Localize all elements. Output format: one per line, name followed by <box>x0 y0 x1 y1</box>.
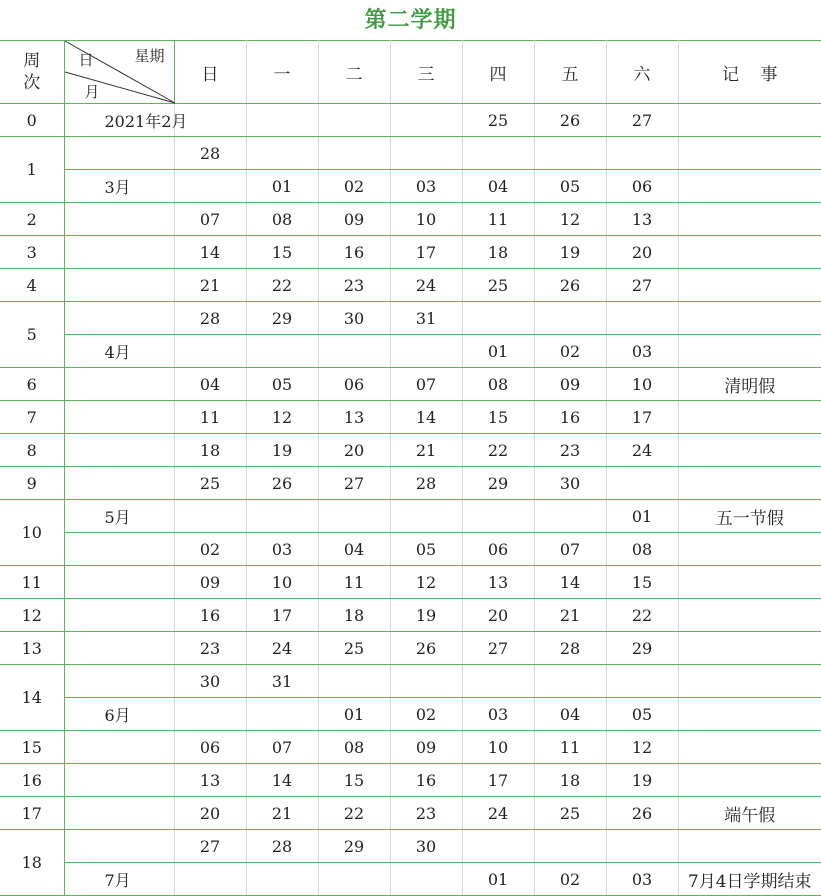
day-cell: 15 <box>462 401 534 434</box>
note-cell: 五一节假 <box>678 500 821 533</box>
month-label <box>64 533 174 566</box>
day-cell <box>606 665 678 698</box>
note-cell <box>678 104 821 137</box>
note-cell <box>678 533 821 566</box>
calendar-row <box>0 335 821 368</box>
day-cell: 28 <box>246 830 318 863</box>
calendar-row <box>0 236 821 269</box>
day-cell: 02 <box>534 335 606 368</box>
week-header-line2: 次 <box>23 73 41 93</box>
day-cell <box>318 335 390 368</box>
week-number: 10 <box>0 500 64 566</box>
day-cell: 26 <box>534 269 606 302</box>
corner-weekday-label: 星期 <box>134 47 165 65</box>
day-cell: 01 <box>246 170 318 203</box>
day-cell <box>318 500 390 533</box>
day-cell: 04 <box>534 698 606 731</box>
week-number: 5 <box>0 302 64 368</box>
calendar-row <box>0 467 821 500</box>
day-cell: 02 <box>390 698 462 731</box>
day-cell: 05 <box>390 533 462 566</box>
week-number: 0 <box>0 104 64 137</box>
day-cell: 19 <box>534 236 606 269</box>
day-cell: 17 <box>462 764 534 797</box>
day-cell: 22 <box>318 797 390 830</box>
day-cell: 02 <box>174 533 246 566</box>
day-cell: 07 <box>246 731 318 764</box>
note-cell <box>678 830 821 863</box>
week-number: 18 <box>0 830 64 896</box>
day-cell: 27 <box>318 467 390 500</box>
month-label <box>64 236 174 269</box>
day-cell: 09 <box>390 731 462 764</box>
day-cell: 28 <box>174 137 246 170</box>
day-cell: 09 <box>318 203 390 236</box>
week-number: 11 <box>0 566 64 599</box>
note-cell <box>678 269 821 302</box>
diagonal-header-cell <box>64 41 174 104</box>
calendar-row <box>0 632 821 665</box>
calendar-row <box>0 665 821 698</box>
day-cell: 06 <box>462 533 534 566</box>
page-title: 第二学期 <box>364 7 457 33</box>
day-cell: 18 <box>534 764 606 797</box>
day-cell: 16 <box>174 599 246 632</box>
calendar-row <box>0 104 821 137</box>
month-label: 6月 <box>64 698 174 731</box>
calendar-row <box>0 269 821 302</box>
day-cell: 07 <box>534 533 606 566</box>
day-cell: 14 <box>534 566 606 599</box>
day-cell: 24 <box>462 797 534 830</box>
week-number: 12 <box>0 599 64 632</box>
day-cell: 04 <box>318 533 390 566</box>
day-cell <box>534 137 606 170</box>
month-label <box>64 731 174 764</box>
day-cell <box>534 302 606 335</box>
month-label <box>64 599 174 632</box>
day-cell: 28 <box>390 467 462 500</box>
day-header-fri: 五 <box>534 41 606 104</box>
note-cell <box>678 665 821 698</box>
note-cell <box>678 566 821 599</box>
note-cell <box>678 698 821 731</box>
header-row <box>0 41 821 104</box>
day-cell <box>390 335 462 368</box>
day-cell <box>246 335 318 368</box>
day-header-wed: 三 <box>390 41 462 104</box>
note-cell <box>678 302 821 335</box>
calendar-row <box>0 533 821 566</box>
day-cell <box>462 500 534 533</box>
day-cell: 19 <box>246 434 318 467</box>
month-label <box>64 137 174 170</box>
day-cell <box>246 863 318 896</box>
note-cell <box>678 335 821 368</box>
day-cell: 27 <box>462 632 534 665</box>
week-number: 1 <box>0 137 64 203</box>
day-cell: 12 <box>246 401 318 434</box>
day-cell: 07 <box>174 203 246 236</box>
day-cell: 13 <box>606 203 678 236</box>
day-cell: 10 <box>246 566 318 599</box>
day-header-mon: 一 <box>246 41 318 104</box>
day-cell <box>534 500 606 533</box>
day-cell: 05 <box>246 368 318 401</box>
day-cell: 11 <box>462 203 534 236</box>
day-cell: 17 <box>606 401 678 434</box>
day-cell <box>390 137 462 170</box>
day-cell <box>390 104 462 137</box>
week-header <box>0 41 64 104</box>
day-cell <box>174 170 246 203</box>
calendar-row <box>0 599 821 632</box>
calendar-row <box>0 731 821 764</box>
note-cell <box>678 434 821 467</box>
note-cell <box>678 203 821 236</box>
day-cell: 08 <box>318 731 390 764</box>
day-cell: 23 <box>174 632 246 665</box>
day-header-tue: 二 <box>318 41 390 104</box>
day-cell: 10 <box>390 203 462 236</box>
day-cell: 30 <box>174 665 246 698</box>
note-cell: 7月4日学期结束 <box>678 863 821 896</box>
day-cell: 03 <box>390 170 462 203</box>
month-label <box>64 401 174 434</box>
calendar-row <box>0 170 821 203</box>
day-cell: 24 <box>606 434 678 467</box>
day-cell: 23 <box>390 797 462 830</box>
day-cell <box>174 335 246 368</box>
day-cell: 29 <box>606 632 678 665</box>
day-cell: 11 <box>174 401 246 434</box>
week-number: 7 <box>0 401 64 434</box>
day-cell: 27 <box>606 269 678 302</box>
day-cell: 09 <box>534 368 606 401</box>
day-cell: 03 <box>606 863 678 896</box>
month-label <box>64 434 174 467</box>
day-cell: 24 <box>390 269 462 302</box>
day-cell: 10 <box>606 368 678 401</box>
calendar-row <box>0 698 821 731</box>
day-cell: 06 <box>174 731 246 764</box>
day-cell: 06 <box>606 170 678 203</box>
day-header-thu: 四 <box>462 41 534 104</box>
note-cell <box>678 401 821 434</box>
week-number: 6 <box>0 368 64 401</box>
day-cell: 18 <box>318 599 390 632</box>
day-header-sun: 日 <box>174 41 246 104</box>
day-cell <box>318 104 390 137</box>
week-number: 14 <box>0 665 64 731</box>
day-cell: 18 <box>174 434 246 467</box>
day-cell: 14 <box>174 236 246 269</box>
day-cell: 23 <box>318 269 390 302</box>
day-cell: 28 <box>534 632 606 665</box>
day-cell <box>246 137 318 170</box>
calendar-row <box>0 764 821 797</box>
day-cell: 26 <box>390 632 462 665</box>
day-cell: 31 <box>390 302 462 335</box>
day-cell: 26 <box>534 104 606 137</box>
day-cell: 07 <box>390 368 462 401</box>
day-cell: 01 <box>462 863 534 896</box>
day-cell: 01 <box>606 500 678 533</box>
day-cell: 29 <box>462 467 534 500</box>
note-cell <box>678 137 821 170</box>
month-label <box>64 632 174 665</box>
day-cell: 15 <box>246 236 318 269</box>
note-cell <box>678 731 821 764</box>
day-cell <box>606 467 678 500</box>
week-number: 9 <box>0 467 64 500</box>
calendar-row <box>0 302 821 335</box>
day-cell <box>606 302 678 335</box>
calendar-row <box>0 401 821 434</box>
day-cell: 03 <box>246 533 318 566</box>
day-cell: 31 <box>246 665 318 698</box>
week-number: 15 <box>0 731 64 764</box>
day-cell: 27 <box>606 104 678 137</box>
day-cell <box>318 665 390 698</box>
calendar-row <box>0 797 821 830</box>
week-number: 2 <box>0 203 64 236</box>
day-cell: 23 <box>534 434 606 467</box>
note-cell <box>678 632 821 665</box>
day-cell <box>246 698 318 731</box>
day-cell: 29 <box>318 830 390 863</box>
day-cell <box>534 830 606 863</box>
day-cell: 29 <box>246 302 318 335</box>
month-label: 7月 <box>64 863 174 896</box>
calendar-row <box>0 203 821 236</box>
month-label <box>64 764 174 797</box>
note-cell <box>678 170 821 203</box>
day-cell: 25 <box>174 467 246 500</box>
day-cell: 25 <box>318 632 390 665</box>
day-cell: 21 <box>534 599 606 632</box>
week-number: 4 <box>0 269 64 302</box>
calendar-row <box>0 566 821 599</box>
day-cell: 26 <box>606 797 678 830</box>
day-cell: 03 <box>606 335 678 368</box>
day-cell <box>534 665 606 698</box>
week-number: 13 <box>0 632 64 665</box>
day-cell: 16 <box>534 401 606 434</box>
month-label <box>64 368 174 401</box>
day-cell: 03 <box>462 698 534 731</box>
day-cell: 21 <box>246 797 318 830</box>
note-cell <box>678 236 821 269</box>
month-label: 4月 <box>64 335 174 368</box>
note-cell <box>678 764 821 797</box>
day-cell: 21 <box>174 269 246 302</box>
day-cell: 11 <box>318 566 390 599</box>
day-cell: 17 <box>390 236 462 269</box>
notes-header: 记 事 <box>678 41 821 104</box>
day-cell: 18 <box>462 236 534 269</box>
note-cell <box>678 467 821 500</box>
day-cell: 10 <box>462 731 534 764</box>
day-cell: 30 <box>318 302 390 335</box>
month-label <box>64 566 174 599</box>
day-cell: 14 <box>246 764 318 797</box>
day-cell: 04 <box>462 170 534 203</box>
day-cell: 13 <box>174 764 246 797</box>
day-cell: 20 <box>318 434 390 467</box>
day-cell: 12 <box>606 731 678 764</box>
calendar-row <box>0 434 821 467</box>
day-cell: 25 <box>534 797 606 830</box>
day-cell: 01 <box>318 698 390 731</box>
corner-day-label: 日 <box>78 51 94 69</box>
month-label: 2021年2月 <box>64 104 174 137</box>
day-cell <box>462 302 534 335</box>
day-cell: 12 <box>534 203 606 236</box>
day-cell: 25 <box>462 104 534 137</box>
day-cell: 30 <box>534 467 606 500</box>
day-cell: 16 <box>318 236 390 269</box>
month-label: 5月 <box>64 500 174 533</box>
day-cell: 20 <box>606 236 678 269</box>
day-cell: 02 <box>534 863 606 896</box>
day-cell <box>390 500 462 533</box>
week-number: 8 <box>0 434 64 467</box>
day-cell: 13 <box>318 401 390 434</box>
day-cell: 13 <box>462 566 534 599</box>
day-cell: 15 <box>606 566 678 599</box>
note-cell: 清明假 <box>678 368 821 401</box>
day-cell: 14 <box>390 401 462 434</box>
day-cell: 15 <box>318 764 390 797</box>
day-cell: 20 <box>462 599 534 632</box>
day-cell <box>318 137 390 170</box>
month-label <box>64 302 174 335</box>
day-cell: 11 <box>534 731 606 764</box>
day-cell: 08 <box>246 203 318 236</box>
day-cell <box>390 665 462 698</box>
day-cell <box>462 665 534 698</box>
day-cell: 20 <box>174 797 246 830</box>
day-cell <box>390 863 462 896</box>
day-cell: 28 <box>174 302 246 335</box>
month-label: 3月 <box>64 170 174 203</box>
day-cell: 01 <box>462 335 534 368</box>
calendar-row <box>0 863 821 896</box>
semester-calendar-table <box>0 40 821 896</box>
day-cell: 19 <box>606 764 678 797</box>
day-cell: 09 <box>174 566 246 599</box>
day-cell: 25 <box>462 269 534 302</box>
month-label <box>64 269 174 302</box>
day-cell: 26 <box>246 467 318 500</box>
day-cell <box>606 137 678 170</box>
day-cell <box>246 500 318 533</box>
day-header-sat: 六 <box>606 41 678 104</box>
note-cell <box>678 599 821 632</box>
month-label <box>64 830 174 863</box>
day-cell: 05 <box>534 170 606 203</box>
day-cell: 06 <box>318 368 390 401</box>
calendar-row <box>0 368 821 401</box>
day-cell: 12 <box>390 566 462 599</box>
calendar-row <box>0 500 821 533</box>
day-cell <box>318 863 390 896</box>
day-cell <box>606 830 678 863</box>
calendar-row <box>0 830 821 863</box>
note-cell: 端午假 <box>678 797 821 830</box>
week-number: 16 <box>0 764 64 797</box>
day-cell: 05 <box>606 698 678 731</box>
calendar-row <box>0 137 821 170</box>
day-cell <box>462 137 534 170</box>
day-cell: 08 <box>606 533 678 566</box>
month-label <box>64 203 174 236</box>
day-cell: 30 <box>390 830 462 863</box>
day-cell: 02 <box>318 170 390 203</box>
day-cell: 16 <box>390 764 462 797</box>
corner-month-label: 月 <box>84 83 100 101</box>
day-cell <box>174 698 246 731</box>
week-number: 3 <box>0 236 64 269</box>
month-label <box>64 467 174 500</box>
day-cell: 19 <box>390 599 462 632</box>
day-cell: 21 <box>390 434 462 467</box>
day-cell: 22 <box>462 434 534 467</box>
day-cell: 27 <box>174 830 246 863</box>
day-cell: 22 <box>246 269 318 302</box>
day-cell: 22 <box>606 599 678 632</box>
day-cell <box>174 500 246 533</box>
day-cell <box>174 863 246 896</box>
week-number: 17 <box>0 797 64 830</box>
day-cell <box>246 104 318 137</box>
month-label <box>64 797 174 830</box>
day-cell: 08 <box>462 368 534 401</box>
week-header-line1: 周 <box>23 51 41 71</box>
day-cell: 04 <box>174 368 246 401</box>
month-label <box>64 665 174 698</box>
day-cell <box>462 830 534 863</box>
day-cell: 17 <box>246 599 318 632</box>
day-cell: 24 <box>246 632 318 665</box>
